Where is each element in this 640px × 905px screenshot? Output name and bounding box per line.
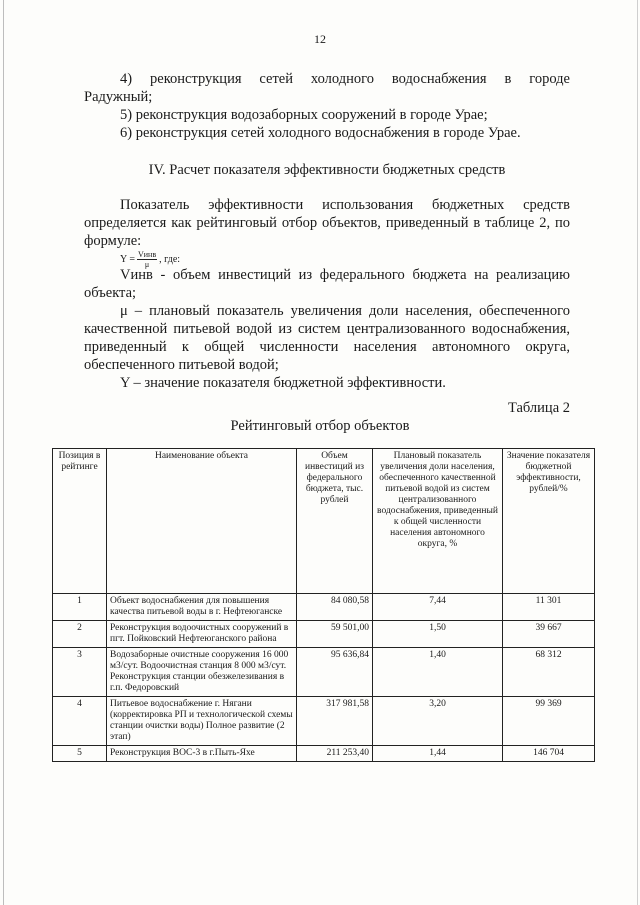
cell-investment: 59 501,00: [297, 621, 373, 648]
table-header-row: [53, 449, 595, 594]
cell-efficiency: 146 704: [503, 746, 595, 762]
list-item-continuation: Радужный;: [84, 89, 153, 105]
cell-investment: 95 636,84: [297, 648, 373, 697]
cell-investment: 84 080,58: [297, 594, 373, 621]
table-row: [53, 594, 595, 621]
header-object-name: Наименование объекта: [107, 449, 297, 594]
formula-lhs: Y =: [120, 254, 135, 265]
header-efficiency: Значение показателя бюджетной эффективности, рублей/%: [503, 449, 595, 594]
definition-v: Vинв - объем инвестиций из федерального бюджета на реализацию объекта;: [84, 267, 570, 301]
cell-object-name: Питьевое водоснабжение г. Нягани (корректировка РП и технологической схемы станции очистки воды) Полное развитие (2 этап): [107, 697, 297, 746]
cell-planned-indicator: 1,44: [373, 746, 503, 762]
cell-position: 2: [53, 621, 107, 648]
header-investment: Объем инвестиций из федерального бюджета, тыс. рублей: [297, 449, 373, 594]
cell-position: 4: [53, 697, 107, 746]
table-row: [53, 621, 595, 648]
cell-efficiency: 39 667: [503, 621, 595, 648]
rating-table: [52, 448, 595, 762]
cell-planned-indicator: 7,44: [373, 594, 503, 621]
cell-efficiency: 11 301: [503, 594, 595, 621]
formula-tail: , где:: [159, 254, 181, 265]
header-planned-indicator: Плановый показатель увеличения доли населения, обеспеченного качественной питьевой водой из систем централизованного водоснабжения, приведенный к общей численности населения автономного округа, %: [373, 449, 503, 594]
definition-mu: μ – плановый показатель увеличения доли населения, обеспеченного качественной питьевой водой из систем централизованного водоснабжения, приведенный к общей численности населения автономного округа, обеспеченного питьевой водой;: [84, 303, 570, 373]
table-row: [53, 648, 595, 697]
cell-investment: 211 253,40: [297, 746, 373, 762]
cell-position: 5: [53, 746, 107, 762]
table-title: Рейтинговый отбор объектов: [230, 418, 410, 434]
cell-object-name: Водозаборные очистные сооружения 16 000 м3/сут. Водоочистная станция 8 000 м3/сут. Реконструкция станции обезжелезивания в г.п. Федоровский: [107, 648, 297, 697]
cell-object-name: Реконструкция водоочистных сооружений в пгт. Пойковский Нефтеюганского района: [107, 621, 297, 648]
scan-edge: [3, 0, 4, 905]
cell-planned-indicator: 3,20: [373, 697, 503, 746]
cell-investment: 317 981,58: [297, 697, 373, 746]
table-row: [53, 697, 595, 746]
cell-planned-indicator: 1,50: [373, 621, 503, 648]
section-heading: IV. Расчет показателя эффективности бюджетных средств: [148, 162, 506, 178]
list-item: 5) реконструкция водозаборных сооружений в городе Урае;: [120, 107, 488, 123]
cell-position: 3: [53, 648, 107, 697]
definition-y: Y – значение показателя бюджетной эффективности.: [120, 375, 446, 391]
header-position: Позиция в рейтинге: [53, 449, 107, 594]
cell-object-name: Реконструкция ВОС-3 в г.Пыть-Яхе: [107, 746, 297, 762]
cell-efficiency: 68 312: [503, 648, 595, 697]
reconstruction-list: [84, 70, 570, 142]
intro-paragraph: Показатель эффективности использования бюджетных средств определяется как рейтинговый отбор объектов, приведенный в таблице 2, по формуле:: [84, 197, 570, 249]
cell-efficiency: 99 369: [503, 697, 595, 746]
cell-planned-indicator: 1,40: [373, 648, 503, 697]
formula-numerator: Vинв: [138, 250, 157, 259]
list-item: 6) реконструкция сетей холодного водоснабжения в городе Урае.: [120, 125, 521, 141]
formula-denominator: μ: [144, 260, 150, 269]
table-label: Таблица 2: [507, 400, 570, 416]
table-row: [53, 746, 595, 762]
cell-object-name: Объект водоснабжения для повышения качества питьевой воды в г. Нефтеюганске: [107, 594, 297, 621]
cell-position: 1: [53, 594, 107, 621]
scan-edge: [637, 0, 638, 905]
page-number: 12: [314, 32, 326, 46]
list-item: 4) реконструкция сетей холодного водоснабжения в городе: [120, 71, 570, 87]
